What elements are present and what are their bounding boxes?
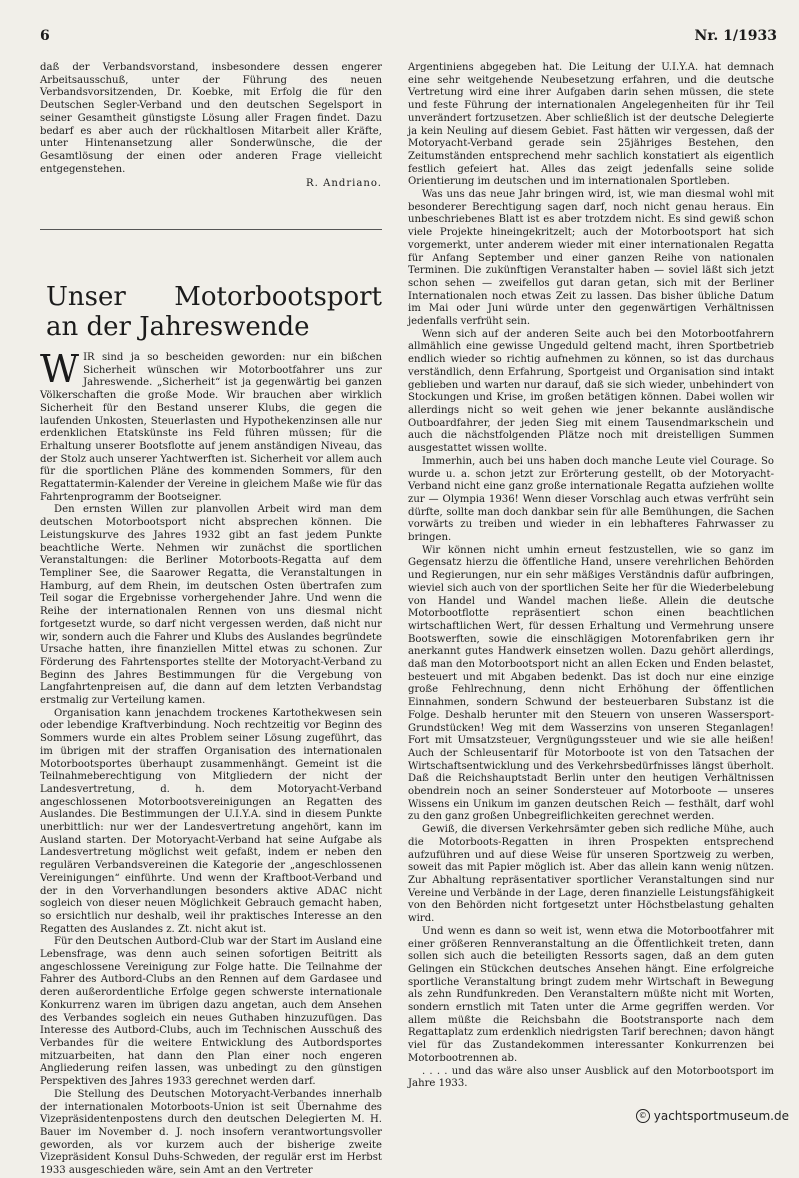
- article-paragraph: Gewiß, die diversen Verkehrsämter geben sich redliche Mühe, auch die Motorboots-Regatten in ihren Prospekten entsprechend aufzuführen und auf diese Weise für unseren Sportzweig zu werben, soweit das mit Papier möglich ist. Aber das allein kann wenig nützen. Zur Abhaltung repräsentativer sportlicher Veranstaltungen sind nur Vereine und Verbände in der Lage, deren finanzielle Leistungsfähigkeit von den Behörden nicht fortgesetzt unter Höchstbelastung gehalten wird.: [408, 824, 774, 925]
- article-paragraph: Argentiniens abgegeben hat. Die Leitung der U.I.Y.A. hat demnach eine sehr weitgehende Neubesetzung erfahren, und die deutsche Vertretung wird eine ihrer Aufgaben darin sehen müssen, die stete und feste Führung der internationalen Angelegenheiten für ihr Teil unverändert fortzusetzen. Aber schließlich ist der deutsche Delegierte ja kein Neuling auf diesem Gebiet. Fast hätten wir vergessen, daß der Motoryacht-Verband gerade sein 25jähriges Bestehen, den Zeitumständen entsprechend mehr sachlich konstatiert als eigentlich festlich gefeiert hat. Alles das zeigt jedenfalls seine solide Orientierung im deutschen und im internationalen Sportleben.: [408, 62, 774, 188]
- article-title: Unser Motorbootsport an der Jahreswende: [46, 282, 382, 343]
- left-column: [40, 62, 382, 1177]
- first-paragraph-text: IR sind ja so bescheiden geworden: nur ein bißchen Sicherheit wünschen wir Motorbootfahrer uns zur Jahreswende. „Sicherheit“ ist ja gegenwärtig bei ganzen Völkerschaften die große Mode. Wir brauchen aber wirklich Sicherheit für den Bestand unserer Klubs, die gegen die laufenden Unkosten, Steuerlasten und Hypothekenzinsen alle nur erdenklichen Etatskünste ins Feld führen müssen; für die Erhaltung unserer Bootsflotte auf jenem anständigen Niveau, das der Stolz auch unserer Yachtwerften ist. Sicherheit vor allem auch für die sportlichen Pläne des kommenden Sommers, für den Regattatermin-Kalender der Vereine in gleichem Maße wie für das Fahrtenprogramm der Bootseigner.: [40, 352, 382, 503]
- article-paragraph: Und wenn es dann so weit ist, wenn etwa die Motorbootfahrer mit einer größeren Rennveranstaltung an die Öffentlichkeit treten, dann sollen sich auch die beteiligten Ressorts sagen, daß an dem guten Gelingen ein Stückchen deutsches Ansehen hängt. Eine erfolgreiche sportliche Veranstaltung bringt zudem mehr Wirtschaft in Bewegung als zehn Rundfunkreden. Den Veranstaltern müßte nicht mit Worten, sondern ernstlich mit Taten unter die Arme gegriffen werden. Vor allem müßte die Reichsbahn die Bootstransporte nach dem Regattaplatz zum erdenklich niedrigsten Tarif berechnen; davon hängt viel für das Zustandekommen interessanter Konkurrenzen bei Motorbootrennen ab.: [408, 925, 774, 1064]
- article-closing: . . . . und das wäre also unser Ausblick auf den Motorbootsport im Jahre 1933.: [408, 1065, 774, 1090]
- page-number: 6: [40, 28, 50, 44]
- author-signature: R. Andriano.: [306, 178, 382, 190]
- article-paragraph: Was uns das neue Jahr bringen wird, ist, wie man diesmal wohl mit besonderer Berechtigung sagen darf, noch nicht genau heraus. Ein unbeschriebenes Blatt ist es aber trotzdem nicht. Es sind gewiß schon viele Projekte hineingekritzelt; auch der Motorbootsport hat sich vorgemerkt, unter anderem wieder mit einer internationalen Regatta für Anfang September und einer ganzen Reihe von nationalen Terminen. Die zukünftigen Veranstalter haben — soviel läßt sich jetzt schon sehen — zweifellos gut daran getan, sich mit der Berliner Internationalen noch etwas Zeit zu lassen. Das bisher übliche Datum im Mai oder Juni würde unter den gegenwärtigen Verhältnissen jedenfalls verfrüht sein.: [408, 189, 774, 328]
- article-paragraph: Die Stellung des Deutschen Motoryacht-Verbandes innerhalb der internationalen Motorboots-Union ist seit Übernahme des Vizepräsidentenpostens durch den deutschen Delegierten M. H. Bauer im November d. J. noch insofern verantwortungsvoller geworden, als vor kurzem auch der bisherige zweite Vizepräsident Konsul Duhs-Schweden, der regulär erst im Herbst 1933 ausgeschieden wäre, sein Amt an den Vertreter: [40, 1088, 382, 1177]
- article-first-paragraph: [40, 347, 382, 504]
- watermark: [636, 1109, 789, 1123]
- right-column: [408, 62, 774, 1098]
- article-paragraph: Den ernsten Willen zur planvollen Arbeit wird man dem deutschen Motorbootsport nicht absprechen können. Die Leistungskurve des Jahres 1932 gibt an fast jedem Punkte beachtliche Werte. Nehmen wir zunächst die sportlichen Veranstaltungen: die Berliner Motorboots-Regatta auf dem Templiner See, die Saarower Regatta, die Veranstaltungen in Hamburg, auf dem Rhein, im deutschen Osten übertrafen zum Teil sogar die Ergebnisse vorhergehender Jahre. Und wenn die Reihe der internationalen Rennen von uns diesmal nicht fortgesetzt wurde, so darf nicht vergessen werden, daß nicht nur wir, sondern auch die Fahrer und Klubs des Auslandes begründete Ursache hatten, ihre finanziellen Mittel etwas zu schonen. Zur Förderung des Fahrtensportes stellte der Motoryacht-Verband zu Beginn des Jahres Bestimmungen für die Vergebung von Langfahrtenpreisen auf, die dann auf dem letzten Verbandstag erstmalig zur Verteilung kamen.: [40, 504, 382, 707]
- watermark-text: yachtsportmuseum.de: [653, 1109, 789, 1123]
- article-paragraph: Wir können nicht umhin erneut festzustellen, wie so ganz im Gegensatz hierzu die öffentliche Hand, unsere verehrlichen Behörden und Regierungen, nur ein sehr mäßiges Verständnis dafür aufbringen, wieviel sich auch von der sportlichen Seite her für die Wiederbelebung von Handel und Wandel machen ließe. Allein die deutsche Motorbootflotte repräsentiert schon einen beachtlichen wirtschaftlichen Wert, für dessen Erhaltung und Vermehrung unsere Bootswerften, sowie die einschlägigen Motorenfabriken gern ihr anerkannt gutes Handwerk einsetzen wollen. Dazu gehört allerdings, daß man den Motorbootsport nicht an allen Ecken und Enden belastet, besteuert und mit Abgaben bedenkt. Das ist doch nur eine einzige große Fehlrechnung, denn nicht Erhöhung der öffentlichen Einnahmen, sondern Schwund der besteuerbaren Substanz ist die Folge. Deshalb herunter mit den Steuern von unseren Wassersport-Grundstücken! Weg mit dem Wasserzins von unseren Steganlagen! Fort mit Umsatzsteuer, Vergnügungssteuer und wie sie alle heißen! Auch der Schleusentarif für Motorboote ist von den Tatsachen der Wirtschaftsentwicklung und des Verkehrsbedürfnisses längst überholt. Daß die Reichshauptstadt Berlin unter den heutigen Verhältnissen obendrein noch an seiner Sondersteuer auf Motorboote — unseres Wissens ein Unikum im ganzen deutschen Reich — festhält, darf wohl zu den ganz großen Unbegreiflichkeiten gerechnet werden.: [408, 544, 774, 823]
- section-divider: [40, 229, 382, 230]
- copyright-icon: ©: [636, 1109, 650, 1123]
- issue-number: Nr. 1/1933: [694, 28, 777, 44]
- article-paragraph: Für den Deutschen Autbord-Club war der Start im Ausland eine Lebensfrage, was denn auch seinen sofortigen Beitritt als angeschlossene Vereinigung zur Folge hatte. Die Teilnahme der Fahrer des Autbord-Clubs an den Rennen auf dem Gardasee und deren außerordentliche Erfolge gegen schwerste internationale Konkurrenz waren im übrigen dazu angetan, auch dem Ansehen des Verbandes sogleich ein neues Guthaben hinzuzufügen. Das Interesse des Autbord-Clubs, auch im Technischen Ausschuß des Verbandes für die weitere Entwicklung des Autbordsportes mitzuarbeiten, hat dann den Plan einer noch engeren Angliederung reifen lassen, was unbedingt zu den günstigen Perspektiven des Jahres 1933 gerechnet werden darf.: [40, 936, 382, 1088]
- drop-cap: W: [40, 347, 80, 392]
- intro-paragraph: daß der Verbandsvorstand, insbesondere dessen engerer Arbeitsausschuß, unter der Führung des neuen Verbandsvorsitzenden, Dr. Koebke, mit Erfolg die für den Deutschen Segler-Verband und den deutschen Segelsport in seiner Gesamtheit günstigste Lösung aller Fragen findet. Dazu bedarf es aber auch der rückhaltlosen Mitarbeit aller Kräfte, unter Hintenansetzung aller Sonderwünsche, die der Gesamtlösung der einen oder anderen Frage vielleicht entgegenstehen.: [40, 62, 382, 175]
- article-paragraph: Wenn sich auf der anderen Seite auch bei den Motorbootfahrern allmählich eine gewisse Ungeduld geltend macht, ihren Sportbetrieb endlich wieder so richtig aufnehmen zu können, so ist das durchaus verständlich, denn Erfahrung, Sportgeist und Organisation sind intakt geblieben und warten nur darauf, daß sie sich wieder, unbehindert von Stockungen und Krise, im großen betätigen können. Dabei wollen wir allerdings nicht so weit gehen wie jener bekannte ausländische Outboardfahrer, der jeden Sieg mit einem Tausendmarkschein und auch die nächstfolgenden Plätze noch mit dreistelligen Summen ausgestattet wissen wollte.: [408, 328, 774, 455]
- article-paragraph: Immerhin, auch bei uns haben doch manche Leute viel Courage. So wurde u. a. schon jetzt zur Erörterung gestellt, ob der Motoryacht-Verband nicht eine ganz große internationale Regatta aufziehen wollte zur — Olympia 1936! Wenn dieser Vorschlag auch etwas verfrüht sein dürfte, sollte man doch dankbar sein für alle Bemühungen, die Sachen vorwärts zu treiben und wieder in ein lebhafteres Fahrwasser zu bringen.: [408, 455, 774, 544]
- article-paragraph: Organisation kann jenachdem trockenes Kartothekwesen sein oder lebendige Kraftverbindung. Noch rechtzeitig vor Beginn des Sommers wurde ein altes Problem seiner Lösung zugeführt, das im übrigen mit der straffen Organisation des internationalen Motorbootsportes überhaupt zusammenhängt. Gemeint ist die Teilnahmeberechtigung von Mitgliedern der nicht der Landesvertretung, d. h. dem Motoryacht-Verband angeschlossenen Motorbootsvereinigungen an Regatten des Auslandes. Die Bestimmungen der U.I.Y.A. sind in diesem Punkte unerbittlich: nur wer der Landesvertretung angehört, kann im Ausland starten. Der Motoryacht-Verband hat seine Aufgabe als Landesvertretung möglichst weit gefaßt, indem er neben den regulären Verbandsvereinen die Kategorie der „angeschlossenen Vereinigungen“ einführte. Und wenn der Kraftboot-Verband und der in den Vorverhandlungen besonders aktive ADAC nicht sogleich von dieser neuen Möglichkeit Gebrauch gemacht haben, so ersichtlich nur deshalb, weil ihr praktisches Interesse an den Regatten des Auslandes z. Zt. nicht akut ist.: [40, 707, 382, 935]
